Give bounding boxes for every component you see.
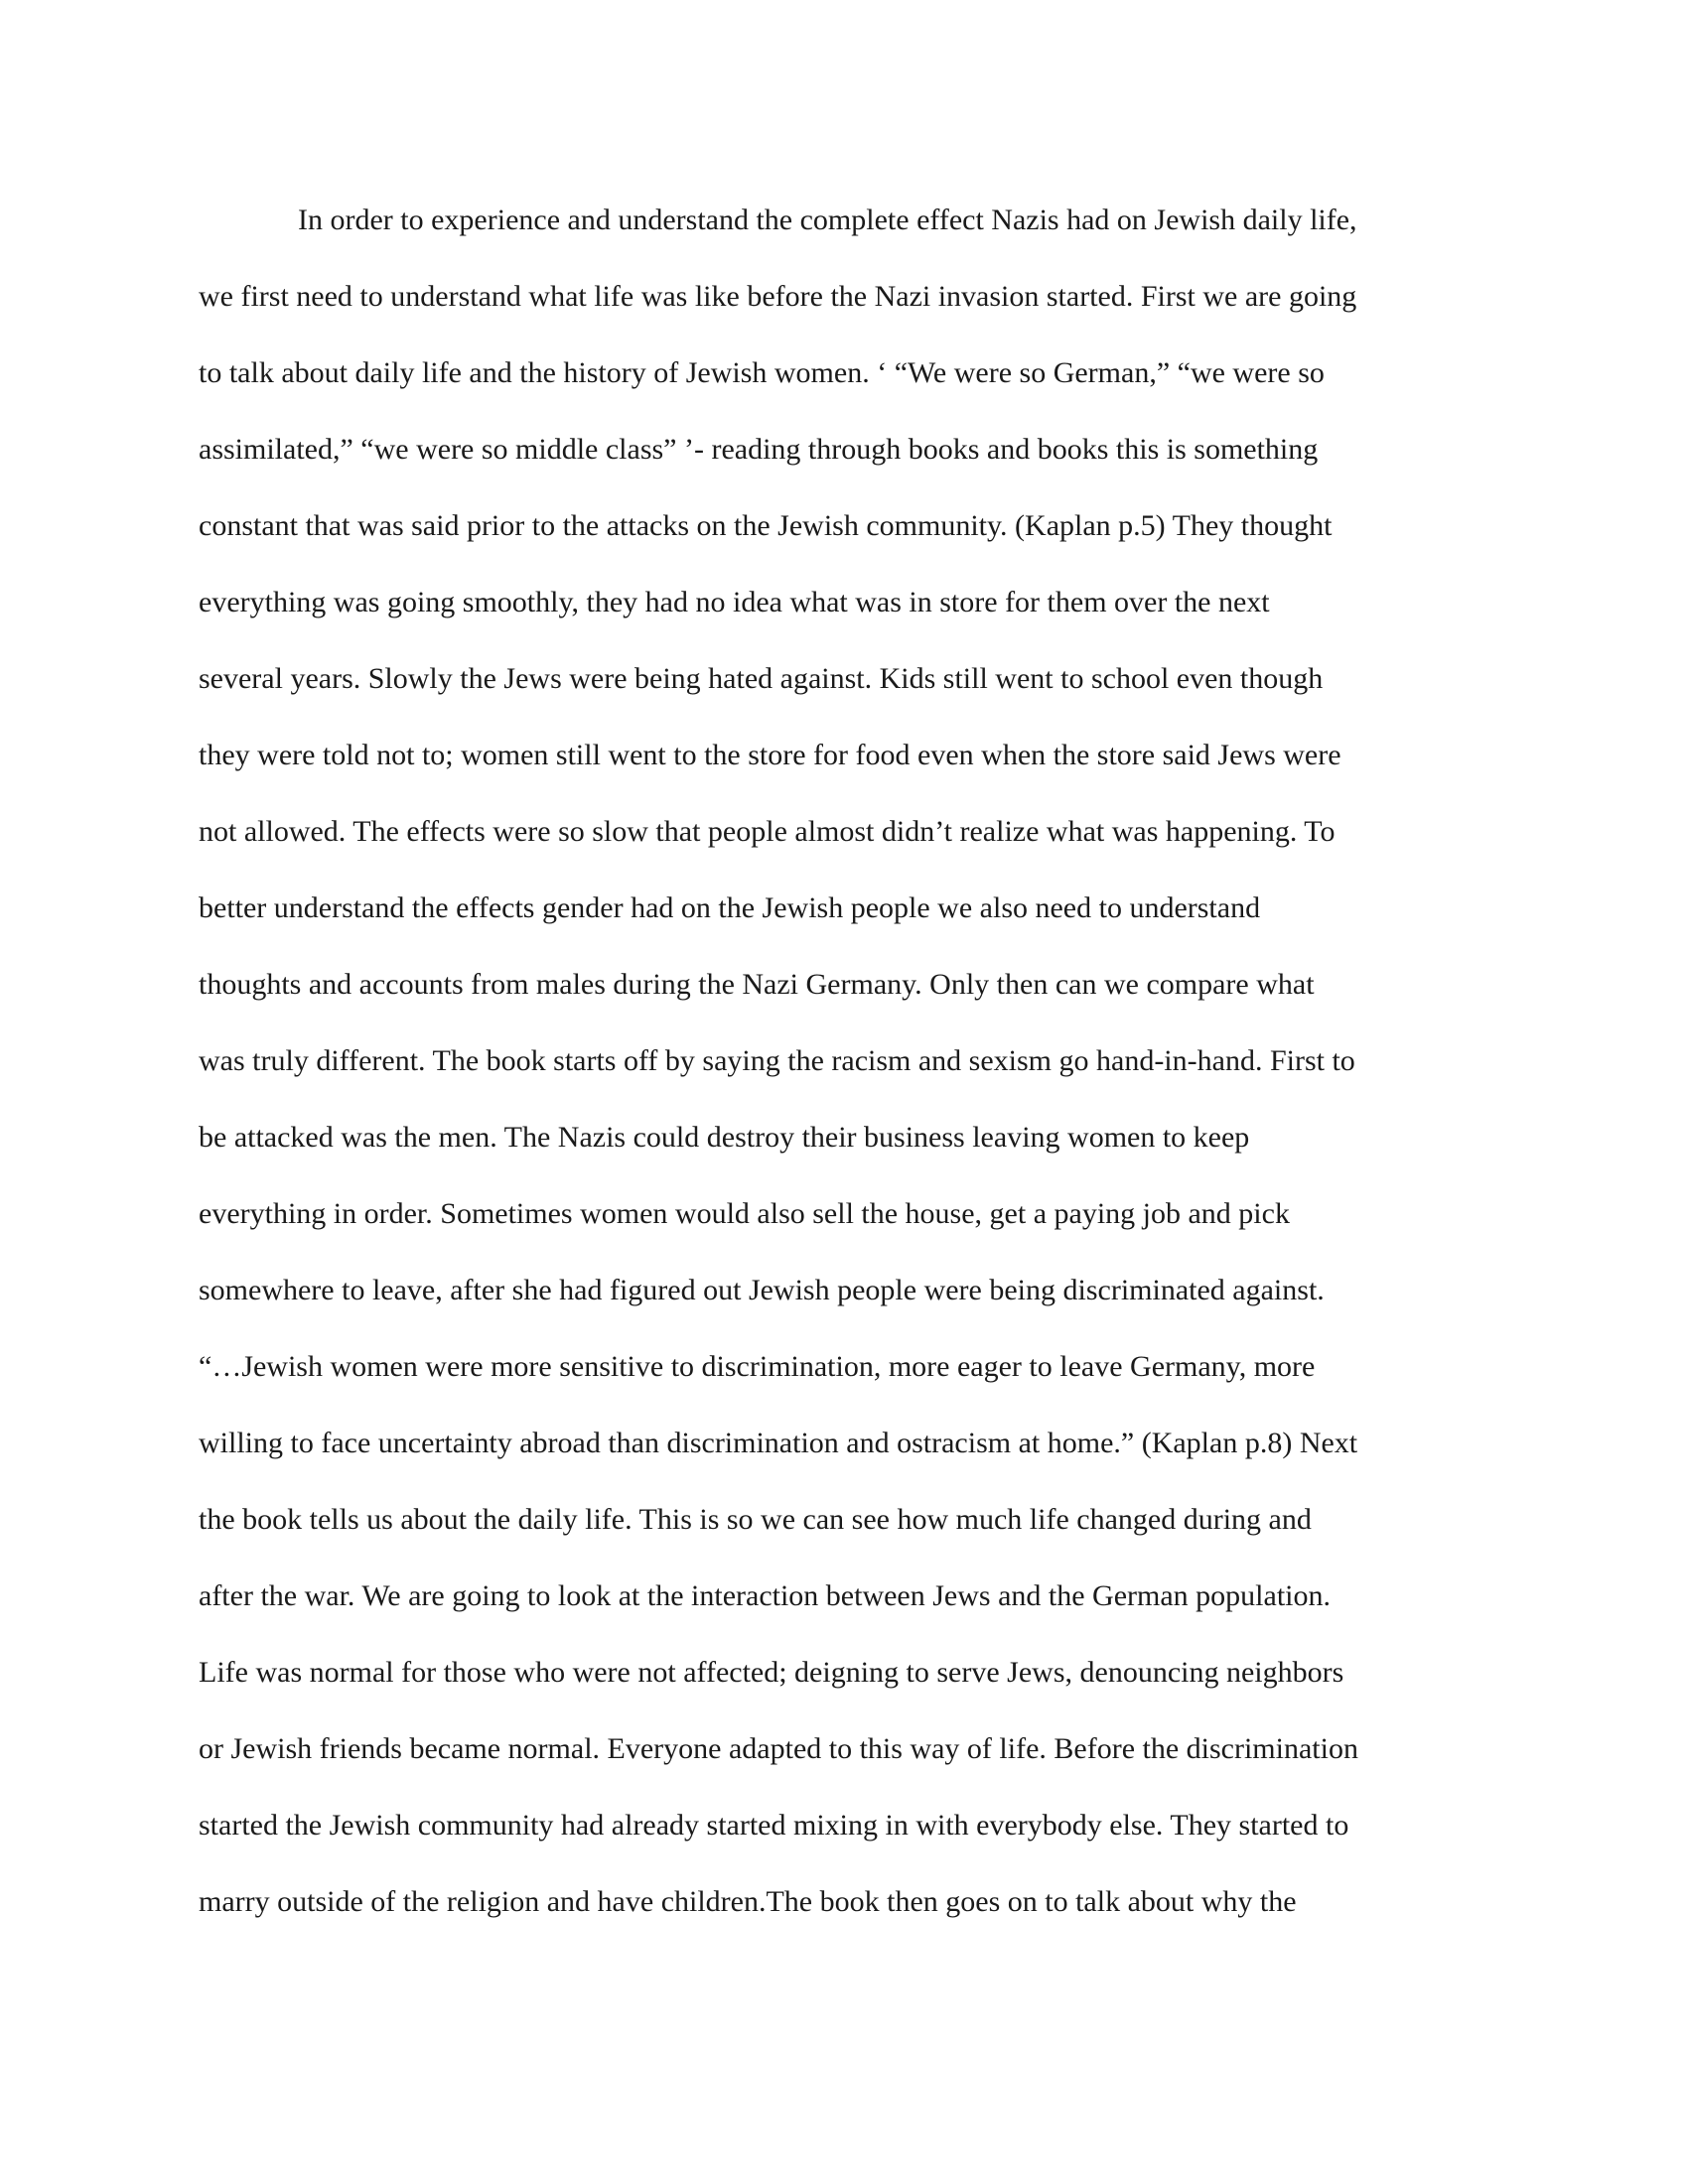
- text-line: In order to experience and understand the complete effect Nazis had on Jewish daily life,: [298, 204, 1357, 236]
- text-line: was truly different. The book starts off by saying the racism and sexism go hand-in-hand. First to: [199, 1044, 1355, 1077]
- text-line: or Jewish friends became normal. Everyone adapted to this way of life. Before the discrimination: [199, 1732, 1358, 1765]
- text-line: somewhere to leave, after she had figured out Jewish people were being discriminated against.: [199, 1274, 1325, 1306]
- text-line: better understand the effects gender had on the Jewish people we also need to understand: [199, 891, 1261, 924]
- text-line: willing to face uncertainty abroad than discrimination and ostracism at home.” (Kaplan p.8) Next: [199, 1427, 1358, 1459]
- text-line: everything was going smoothly, they had no idea what was in store for them over the next: [199, 586, 1270, 618]
- text-line: several years. Slowly the Jews were being hated against. Kids still went to school even though: [199, 662, 1324, 695]
- text-line: after the war. We are going to look at the interaction between Jews and the German population.: [199, 1579, 1331, 1612]
- text-line: we first need to understand what life was like before the Nazi invasion started. First we are going: [199, 280, 1357, 313]
- text-line: the book tells us about the daily life. This is so we can see how much life changed during and: [199, 1503, 1312, 1536]
- body-paragraph: [199, 193, 1499, 1951]
- text-line: everything in order. Sometimes women would also sell the house, get a paying job and pick: [199, 1197, 1290, 1230]
- text-line: “…Jewish women were more sensitive to discrimination, more eager to leave Germany, more: [199, 1350, 1316, 1383]
- text-line: to talk about daily life and the history of Jewish women. ‘ “We were so German,” “we were so: [199, 356, 1325, 389]
- text-line: Life was normal for those who were not affected; deigning to serve Jews, denouncing neighbors: [199, 1656, 1344, 1689]
- text-line: they were told not to; women still went to the store for food even when the store said Jews were: [199, 739, 1341, 771]
- text-line: not allowed. The effects were so slow that people almost didn’t realize what was happening. To: [199, 815, 1336, 848]
- text-line: marry outside of the religion and have children.The book then goes on to talk about why the: [199, 1885, 1297, 1918]
- text-line: be attacked was the men. The Nazis could destroy their business leaving women to keep: [199, 1121, 1250, 1154]
- text-line: started the Jewish community had already started mixing in with everybody else. They started to: [199, 1809, 1349, 1842]
- text-line: constant that was said prior to the attacks on the Jewish community. (Kaplan p.5) They thought: [199, 509, 1333, 542]
- text-line: assimilated,” “we were so middle class” ’- reading through books and books this is something: [199, 433, 1319, 466]
- text-line: thoughts and accounts from males during the Nazi Germany. Only then can we compare what: [199, 968, 1315, 1001]
